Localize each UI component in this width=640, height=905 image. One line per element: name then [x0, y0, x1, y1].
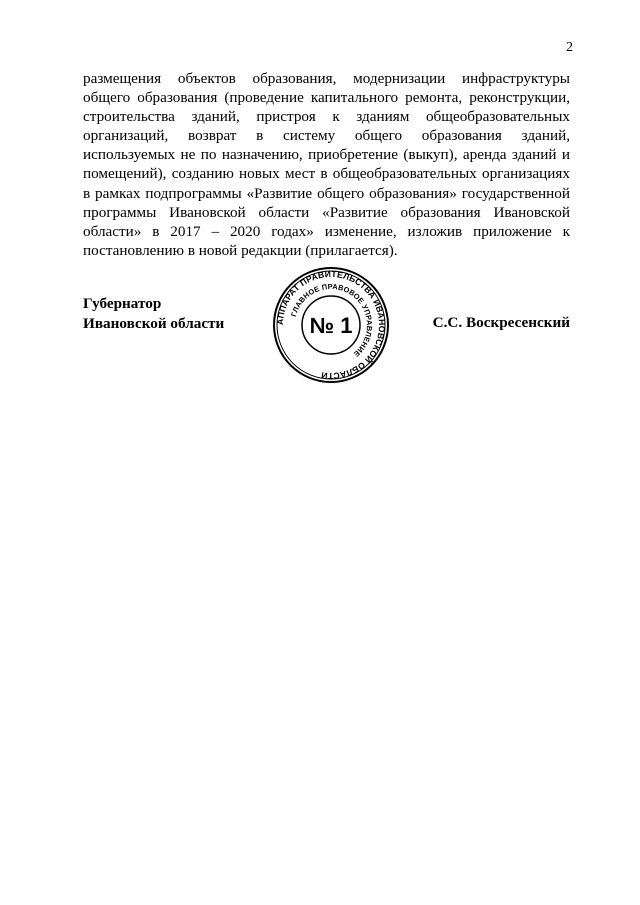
text-line: помещений), созданию новых мест в общеобразовательных организациях: [83, 165, 570, 183]
signatory-name: С.С. Воскресенский: [432, 314, 570, 331]
text-line: размещения объектов образования, модернизации инфраструктуры: [83, 70, 570, 87]
signatory-region: Ивановской области: [83, 314, 225, 332]
text-line: области» в 2017 – 2020 годах» изменение, изложив приложение к: [83, 222, 570, 240]
seal-number: № 1: [309, 313, 353, 338]
official-seal: [272, 266, 390, 384]
signatory-title: Губернатор: [83, 295, 162, 312]
seal-inner-text: ГЛАВНОЕ ПРАВОВОЕ УПРАВЛЕНИЕ: [289, 281, 375, 359]
seal-ring-text: АППАРАТ ПРАВИТЕЛЬСТВА ИВАНОВСКОЙ ОБЛАСТИ: [274, 268, 388, 382]
text-line: общего образования (проведение капитального ремонта, реконструкции,: [83, 89, 570, 107]
text-line: постановлению в новой редакции (прилагается).: [83, 241, 398, 259]
signatory-position: [83, 294, 224, 333]
body-paragraph: [83, 69, 570, 260]
page-number: 2: [566, 40, 573, 55]
text-line: организаций, возврат в систему общего образования зданий,: [83, 127, 570, 145]
text-line: используемых не по назначению, приобретение (выкуп), аренда зданий и: [83, 146, 570, 164]
text-line: программы Ивановской области «Развитие образования Ивановской: [83, 203, 570, 221]
text-line: строительства зданий, пристроя к зданиям общеобразовательных: [83, 108, 570, 126]
text-line: в рамках подпрограммы «Развитие общего образования» государственной: [83, 184, 570, 202]
